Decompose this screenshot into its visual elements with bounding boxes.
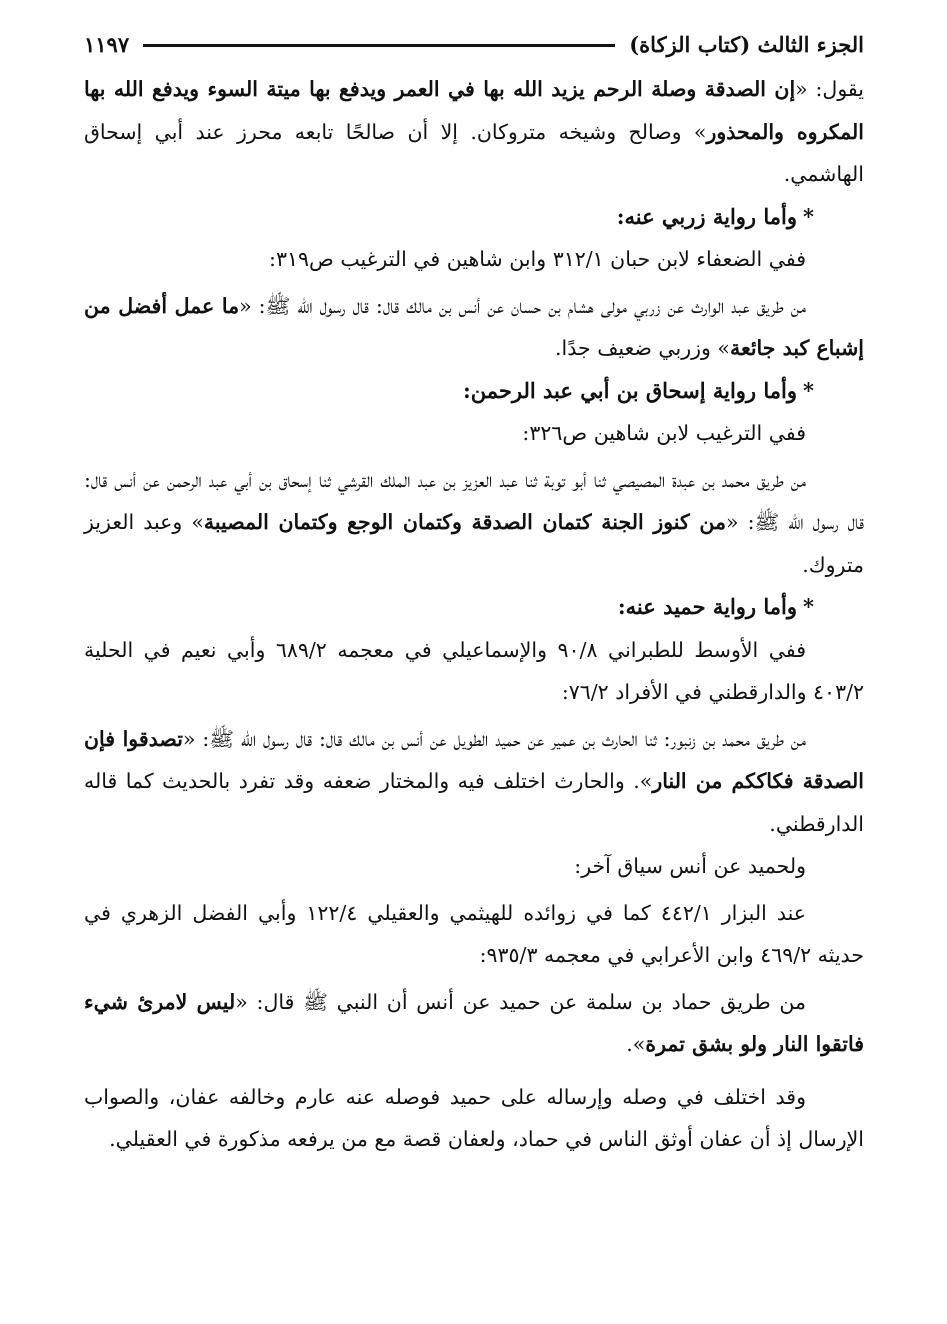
paragraph-lead: من طريق عبد الوارث عن زربي مولى هشام بن حسان عن أنس بن مالك قال: قال رسول الله ﷺ: « [239,293,806,318]
source-reference-ishaq [84,412,864,455]
heading-star: * [803,377,814,403]
paragraph-hammad-chain [84,981,864,1066]
heading-text: وأما رواية زربي عنه: [616,203,798,229]
paragraph-humaid-chain [84,718,864,846]
running-title: الجزء الثالث (كتاب الزكاة) [629,31,864,57]
source-reference-bazzar [84,892,864,977]
paragraph-lead: من طريق حماد بن سلمة عن حميد عن أنس أن النبي ﷺ قال: « [235,989,806,1014]
heading-star: * [803,594,814,619]
paragraph-conclusion [84,1076,864,1161]
header-rule [143,44,615,47]
hadith-text: ليس لامرئ شيء فاتقوا النار ولو بشق تمرة [84,989,864,1056]
paragraph-zarbi-chain [84,285,864,370]
paragraph-text: ولحميد عن أنس سياق آخر: [574,854,806,878]
paragraph-text: ففي الضعفاء لابن حبان ٣١٢/١ وابن شاهين في الترغيب ص٣١٩: [269,247,806,271]
paragraph-text: ففي الترغيب لابن شاهين ص٣٢٦: [522,421,806,445]
paragraph-lead: من طريق محمد بن زنبور: ثنا الحارث بن عمير عن حميد الطويل عن أنس بن مالك قال: قال رسول الله ﷺ: « [182,726,806,751]
hadith-text: تصدقوا فإن الصدقة فكاككم من النار [84,726,864,793]
paragraph-lead: من طريق محمد بن عبدة المصيصي ثنا أبو توبة ثنا عبد العزيز بن عبد الملك القرشي ثنا إسحاق بن أبي عبد الرحمن عن أنس قال: قال رسول الله ﷺ: « [84,467,864,534]
hadith-text: من كنوز الجنة كتمان الصدقة وكتمان الوجع وكتمان المصيبة [203,510,727,534]
paragraph-tail: » وعبد العزيز متروك. [84,510,864,577]
page-number: ١١٩٧ [84,31,130,57]
heading-text: وأما رواية إسحاق بن أبي عبد الرحمن: [463,377,798,403]
paragraph-tail: » وزربي ضعيف جدًا. [555,336,730,360]
section-heading-humaid [84,586,864,629]
heading-text: وأما رواية حميد عنه: [617,594,798,619]
page-header [84,22,864,66]
paragraph-tail: ». والحارث اختلف فيه والمختار ضعفه وقد تفرد بالحديث كما قاله الدارقطني. [84,769,864,836]
paragraph-text: ففي الأوسط للطبراني ٩٠/٨ والإسماعيلي في معجمه ٦٨٩/٢ وأبي نعيم في الحلية ٤٠٣/٢ والدارقطني في الأفراد ٧٦/٢: [84,637,864,704]
paragraph-lead: يقول: « [795,77,864,101]
book-page [84,22,864,1312]
section-heading-zarbi [84,196,864,239]
paragraph-text: وقد اختلف في وصله وإرساله على حميد فوصله عنه عارم وخالفه عفان، والصواب الإرسال إذ أن عفان أوثق الناس في حماد، ولعفان قصة مع من يرفعه مذكورة في العقيلي. [84,1084,864,1151]
paragraph-tail: » وصالح وشيخه متروكان. إلا أن صالحًا تابعه محرز عند أبي إسحاق الهاشمي. [84,119,864,186]
paragraph-humaid-other-wording [84,845,864,888]
section-heading-ishaq [84,370,864,413]
paragraph-text: عند البزار ٤٤٢/١ كما في زوائده للهيثمي والعقيلي ١٢٢/٤ وأبي الفضل الزهري في حديثه ٤٦٩/٢ وابن الأعرابي في معجمه ٩٣٥/٣: [84,900,864,967]
hadith-text: ما عمل أفضل من إشباع كبد جائعة [84,293,864,360]
paragraph-ishaq-chain [84,459,864,587]
page-body [84,68,864,1161]
paragraph-tail: ». [626,1032,646,1056]
source-reference-zarbi [84,238,864,281]
paragraph-saleh-narration [84,68,864,196]
heading-star: * [803,203,814,229]
hadith-text: إن الصدقة وصلة الرحم يزيد الله بها في العمر ويدفع بها ميتة السوء ويدفع الله بها المكروه والمحذور [84,77,864,144]
source-reference-humaid [84,629,864,714]
